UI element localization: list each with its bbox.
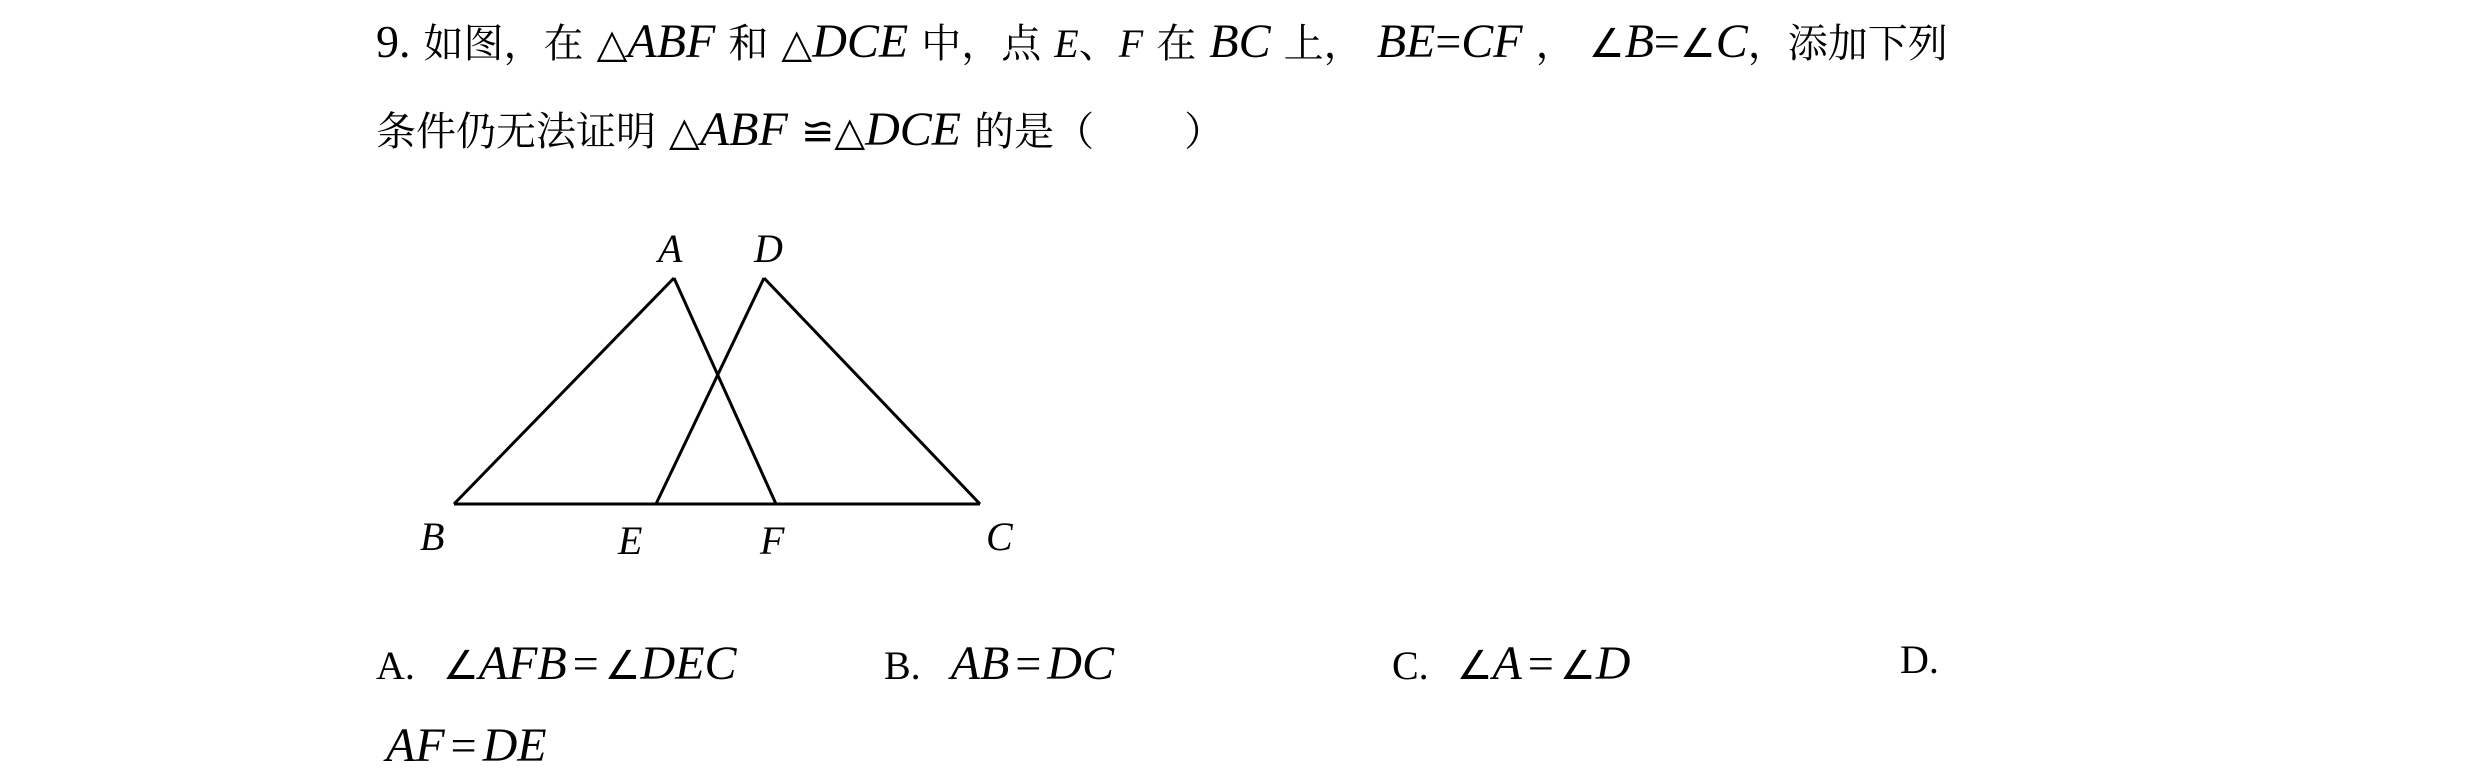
- equals-sign: =: [450, 720, 477, 771]
- question-number: 9.: [376, 16, 411, 67]
- text-segment: 上，: [1283, 21, 1364, 67]
- option-a[interactable]: [376, 636, 737, 691]
- text-segment: ）: [1184, 109, 1225, 155]
- triangle-name: ABF: [627, 15, 716, 68]
- option-value: AF: [386, 719, 445, 772]
- option-c[interactable]: [1392, 636, 1630, 691]
- option-label: C.: [1392, 643, 1429, 688]
- text-segment: ，添加下列: [1747, 21, 1948, 67]
- option-value: A: [1492, 637, 1522, 690]
- option-value: DC: [1047, 637, 1114, 690]
- option-value: AB: [950, 637, 1010, 690]
- option-label: A.: [376, 643, 415, 688]
- segment-DC: [764, 278, 980, 504]
- text-segment: 和: [728, 21, 769, 67]
- option-value: DE: [482, 719, 547, 772]
- option-value: AFB: [478, 637, 567, 690]
- segment-label: CF: [1461, 15, 1523, 68]
- equals-sign: =: [1653, 16, 1680, 67]
- angle-symbol: ∠: [1588, 21, 1625, 67]
- text-segment: 如图，在: [423, 21, 584, 67]
- triangle-symbol: △: [669, 109, 700, 155]
- option-d[interactable]: [386, 718, 547, 773]
- text-segment: ，: [1535, 21, 1576, 67]
- triangle-symbol: △: [781, 21, 813, 67]
- triangle-symbol: △: [596, 21, 628, 67]
- segment-label: BC: [1209, 15, 1271, 68]
- angle-symbol: ∠: [604, 643, 641, 689]
- option-value: DEC: [640, 637, 737, 690]
- triangle-name: ABF: [699, 103, 788, 156]
- point-label-E: E: [618, 518, 643, 563]
- triangle-name: DCE: [865, 103, 962, 156]
- option-d-label-row[interactable]: [1900, 636, 1939, 683]
- text-segment: 中，点: [921, 21, 1042, 67]
- congruent-symbol: ≌: [800, 109, 835, 155]
- point-label-D: D: [754, 226, 783, 271]
- angle-vertex: B: [1624, 15, 1654, 68]
- point-label-A: A: [658, 226, 683, 271]
- text-segment: 在: [1156, 21, 1197, 67]
- equals-sign: =: [1527, 638, 1554, 689]
- triangle-symbol: △: [834, 109, 866, 155]
- text-segment: 条件仍无法证明: [376, 109, 656, 155]
- equals-sign: =: [572, 638, 599, 689]
- question-line-1: [376, 15, 1948, 68]
- equals-sign: =: [1015, 638, 1042, 689]
- point-label: F: [1118, 21, 1144, 66]
- angle-symbol: ∠: [1559, 643, 1596, 689]
- triangle-name: DCE: [812, 15, 909, 68]
- point-label-B: B: [420, 514, 445, 559]
- angle-symbol: ∠: [1456, 643, 1493, 689]
- segment-AB: [454, 278, 674, 504]
- option-label: D.: [1900, 637, 1939, 682]
- option-value: D: [1595, 637, 1631, 690]
- angle-symbol: ∠: [1679, 21, 1716, 67]
- text-segment: 、: [1078, 21, 1119, 67]
- segment-label: BE: [1376, 15, 1436, 68]
- option-label: B.: [884, 643, 921, 688]
- angle-symbol: ∠: [442, 643, 479, 689]
- text-segment: 的是（: [974, 109, 1095, 155]
- equals-sign: =: [1435, 16, 1462, 67]
- segment-DE: [656, 278, 764, 504]
- option-b[interactable]: [884, 636, 1114, 691]
- angle-vertex: C: [1715, 15, 1748, 68]
- point-label: E: [1054, 21, 1079, 66]
- point-label-F: F: [760, 518, 785, 563]
- question-line-2: [376, 103, 1225, 156]
- geometry-figure: [400, 220, 1060, 580]
- segment-AF: [674, 278, 776, 504]
- point-label-C: C: [986, 514, 1013, 559]
